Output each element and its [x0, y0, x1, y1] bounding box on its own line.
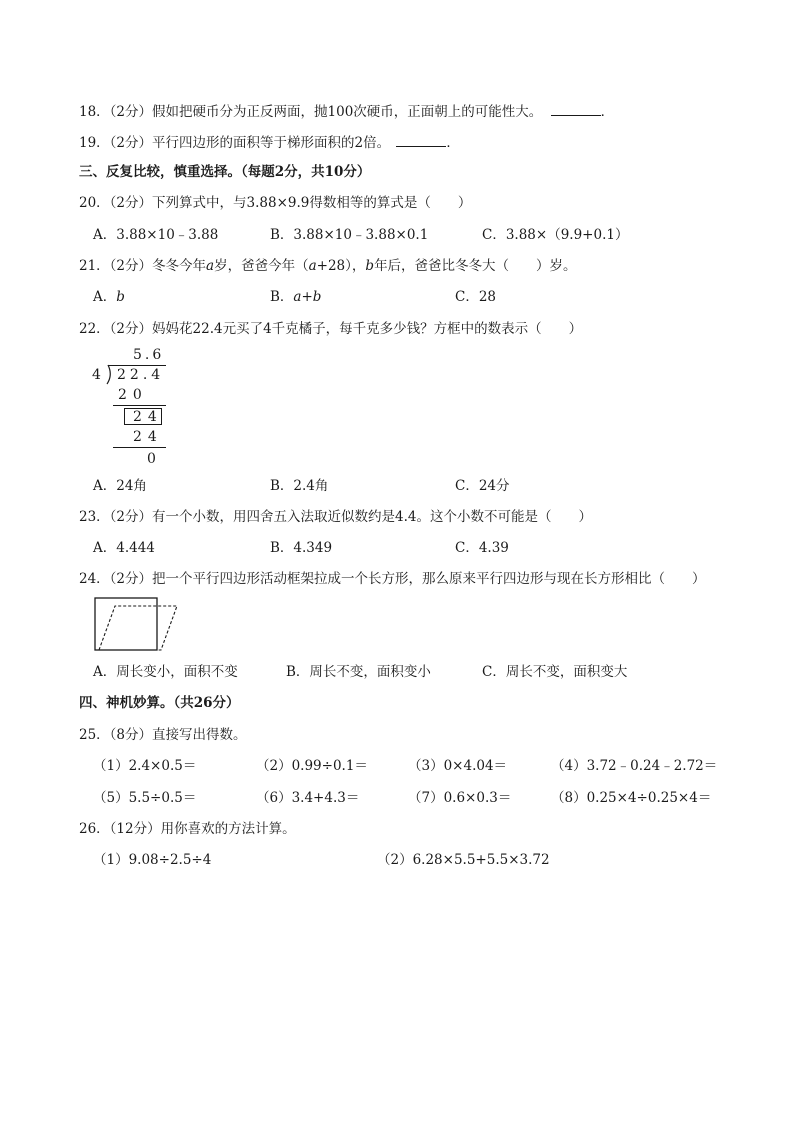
question-24-text: 24．（2分）把一个平行四边形活动框架拉成一个长方形，那么原来平行四边形与现在长方形相比（ ）	[79, 571, 706, 587]
question-22-text: 22．（2分）妈妈花22.4元买了4千克橘子，每千克多少钱？方框中的数表示（ ）	[79, 321, 583, 337]
q22-option-c[interactable]: C．24分	[455, 478, 510, 494]
q21-option-c[interactable]: C．28	[455, 289, 497, 305]
q25-item-5: （5）5.5÷0.5＝	[93, 790, 197, 806]
q20-option-b[interactable]: B．3.88×10﹣3.88×0.1	[270, 227, 429, 243]
q25-item-6: （6）3.4+4.3＝	[256, 790, 360, 806]
answer-blank-18[interactable]	[551, 101, 601, 116]
section-4-heading: 四、神机妙算。（共26分）	[79, 695, 240, 711]
answer-blank-19[interactable]	[396, 132, 446, 147]
division-step-3: 24	[133, 429, 163, 445]
q22-option-b[interactable]: B．2.4角	[270, 478, 329, 494]
question-20-text: 20．（2分）下列算式中，与3.88×9.9得数相等的算式是（ ）	[79, 195, 472, 211]
division-step-1: 20	[118, 387, 148, 403]
q23-option-b[interactable]: B．4.349	[270, 540, 333, 556]
division-quotient: 5.6	[133, 347, 165, 363]
question-21: 21．（2分）冬冬今年a岁，爸爸今年（a+28），b年后，爸爸比冬冬大（ ）岁。	[79, 258, 577, 274]
q25-item-2: （2）0.99÷0.1＝	[256, 758, 368, 774]
q24-option-b[interactable]: B．周长不变，面积变小	[286, 664, 431, 680]
q21-option-b[interactable]: B．a+b	[270, 289, 322, 305]
q25-item-8: （8）0.25×4÷0.25×4＝	[551, 790, 712, 806]
division-step-2-boxed: 24	[133, 409, 163, 425]
parallelogram-rectangle-figure	[93, 596, 193, 656]
division-bracket	[104, 365, 114, 385]
q24-option-c[interactable]: C．周长不变，面积变大	[482, 664, 628, 680]
division-rule-2	[113, 447, 166, 448]
question-18: 18．（2分）假如把硬币分为正反两面，抛100次硬币，正面朝上的可能性大。 ．	[79, 101, 614, 122]
division-remainder: 0	[147, 451, 156, 467]
q25-item-3: （3）0×4.04＝	[408, 758, 508, 774]
q23-option-c[interactable]: C．4.39	[455, 540, 509, 556]
division-bar	[108, 365, 166, 366]
q25-item-7: （7）0.6×0.3＝	[408, 790, 512, 806]
q24-option-a[interactable]: A．周长变小，面积不变	[93, 664, 238, 680]
q20-option-a[interactable]: A．3.88×10﹣3.88	[93, 227, 219, 243]
division-divisor: 4	[92, 367, 101, 383]
question-19-text: 19．（2分）平行四边形的面积等于梯形面积的2倍。	[79, 135, 391, 151]
q20-option-c[interactable]: C．3.88×（9.9+0.1）	[482, 227, 629, 243]
question-25-text: 25．（8分）直接写出得数。	[79, 727, 247, 743]
question-19: 19．（2分）平行四边形的面积等于梯形面积的2倍。 ．	[79, 132, 460, 153]
section-3-heading: 三、反复比较，慎重选择。（每题2分，共10分）	[79, 164, 371, 180]
q25-item-4: （4）3.72﹣0.24﹣2.72＝	[551, 758, 718, 774]
question-18-text: 18．（2分）假如把硬币分为正反两面，抛100次硬币，正面朝上的可能性大。	[79, 104, 543, 120]
question-23-text: 23．（2分）有一个小数，用四舍五入法取近似数约是4.4。这个小数不可能是（ ）	[79, 509, 592, 525]
q22-option-a[interactable]: A．24角	[93, 478, 147, 494]
q26-item-2: （2）6.28×5.5+5.5×3.72	[377, 852, 550, 868]
q23-option-a[interactable]: A．4.444	[93, 540, 155, 556]
q21-option-a[interactable]: A．b	[93, 289, 125, 305]
q26-item-1: （1）9.08÷2.5÷4	[93, 852, 212, 868]
question-26-text: 26．（12分）用你喜欢的方法计算。	[79, 821, 296, 837]
division-dividend: 22.4	[117, 367, 165, 383]
division-rule-1	[113, 405, 166, 406]
q25-item-1: （1）2.4×0.5＝	[93, 758, 197, 774]
